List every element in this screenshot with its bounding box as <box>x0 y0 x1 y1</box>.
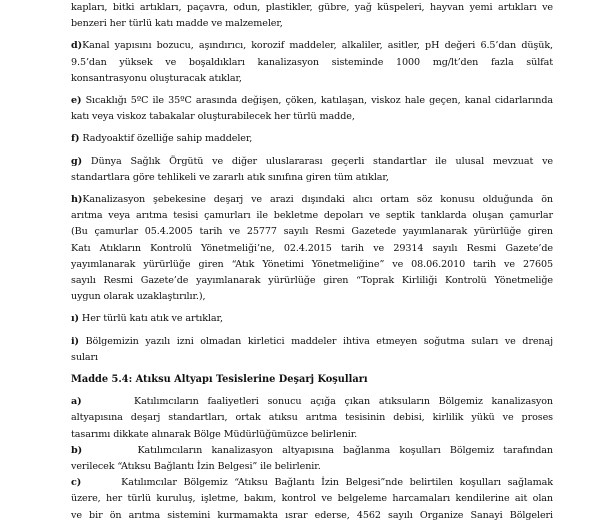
text-line <box>71 55 553 71</box>
text-line <box>71 109 553 125</box>
item-label: c) <box>71 477 82 489</box>
line-text: verilecek “Atıksu Bağlantı İzin Belgesi” ile belirlenir. <box>71 461 321 473</box>
line-text: suları <box>71 351 98 363</box>
line-text: Kanal yapısını bozucu, aşındırıcı, korozif maddeler, alkaliler, asitler, pH değeri 6.5’dan düşük, <box>82 40 553 52</box>
text-line <box>71 459 553 475</box>
line-text: standartlara göre tehlikeli ve zararlı atık sınıfına giren tüm atıklar, <box>71 171 389 183</box>
item-label: g) <box>71 155 83 167</box>
item-label: i) <box>71 335 79 347</box>
text-line <box>71 208 553 224</box>
line-text: konsantrasyonu oluşturacak atıklar, <box>71 72 242 84</box>
text-line <box>71 257 553 273</box>
section-heading <box>71 372 553 388</box>
text-line <box>71 475 553 491</box>
item-label: h) <box>71 194 83 206</box>
line-text: arıtma veya arıtma tesisi çamurları ile bekletme depoları ve septik tanklarda oluşan çamurlar <box>71 210 553 222</box>
line-text: Radyoaktif özelliğe sahip maddeler, <box>79 133 253 145</box>
text-line <box>71 241 553 257</box>
text-line <box>71 38 553 54</box>
line-text: kapları, bitki artıkları, paçavra, odun, plastikler, gübre, yağ küspeleri, hayvan yemi artıkları ve <box>71 2 553 13</box>
line-text: Katılımcıların faaliyetleri sonucu açığa çıkan atıksuların Bölgemiz kanalizasyon <box>81 396 553 408</box>
text-line <box>71 0 553 16</box>
text-line <box>71 154 553 170</box>
text-line <box>71 224 553 240</box>
text-line <box>71 16 553 32</box>
text-line <box>71 443 553 459</box>
document-body <box>71 0 553 524</box>
line-text: Kanalizasyon şebekesine deşarj ve arazi dışındaki alıcı ortam söz konusu olduğunda ön <box>82 194 553 206</box>
line-text: Katı Atıkların Kontrolü Yönetmeliği’ne, 02.4.2015 tarih ve 29314 sayılı Resmi Gazete’de <box>71 242 553 254</box>
line-text: Katılımcıların kanalizasyon altyapısına bağlanma koşulları Bölgemiz tarafından <box>82 444 553 456</box>
item-label: e) <box>71 95 82 107</box>
text-line <box>71 192 553 208</box>
line-text: Katılımcılar Bölgemiz “Atıksu Bağlantı İzin Belgesi”nde belirtilen koşulları sağlamak <box>81 477 553 489</box>
text-line <box>71 350 553 366</box>
text-line <box>71 93 553 109</box>
line-text: tasarımı dikkate alınarak Bölge Müdürlüğümüzce belirlenir. <box>71 428 358 440</box>
text-line <box>71 427 553 443</box>
item-label: ı) <box>71 313 79 325</box>
line-text: Sıcaklığı 5ºC ile 35ºC arasında değişen, çöken, katılaşan, viskoz hale geçen, kanal cidarlarında <box>81 95 553 107</box>
line-text: üzere, her türlü kuruluş, işletme, bakım, kontrol ve belgeleme harcamaları kendilerine ait olan <box>71 493 553 505</box>
text-line <box>71 410 553 426</box>
line-text: Her türlü katı atık ve artıklar, <box>78 313 223 325</box>
item-label: d) <box>71 40 83 52</box>
line-text: 9.5’dan yüksek ve boşaldıkları kanalizasyon sisteminde 1000 mg/lt’den fazla sülfat <box>71 56 553 68</box>
text-line <box>71 273 553 289</box>
item-label: b) <box>71 444 83 456</box>
text-line <box>71 491 553 507</box>
text-line <box>71 394 553 410</box>
line-text: (Bu çamurlar 05.4.2005 tarih ve 25777 sayılı Resmi Gazetede yayımlanarak yürürlüğe giren <box>71 226 553 238</box>
text-line <box>71 71 553 87</box>
line-text: altyapısına deşarj standartları, ortak atıksu arıtma tesisinin debisi, kirlilik yükü ve proses <box>71 412 553 424</box>
line-text: sayılı Resmi Gazete’de yayımlanarak yürürlüğe giren “Toprak Kirliliği Kontrolü Yönetmeliğe <box>71 275 553 287</box>
text-line <box>71 131 553 147</box>
line-text: ve bir ön arıtma sistemini kurmamakta ısrar ederse, 4562 sayılı Organize Sanayi Bölgeleri <box>71 509 553 521</box>
line-text: yayımlanarak yürürlüğe giren “Atık Yönetimi Yönetmeliğine” ve 08.06.2010 tarih ve 27605 <box>71 258 553 270</box>
line-text: Dünya Sağlık Örgütü ve diğer uluslararası geçerli standartlar ile ulusal mevzuat ve <box>82 155 553 167</box>
text-line <box>71 508 553 524</box>
text-line <box>71 289 553 305</box>
text-line <box>71 311 553 327</box>
text-line <box>71 170 553 186</box>
line-text: uygun olarak uzaklaştırılır.), <box>71 291 206 303</box>
line-text: katı veya viskoz tabakalar oluşturabilecek her türlü madde, <box>71 111 355 123</box>
line-text: Bölgemizin yazılı izni olmadan kirletici maddeler ihtiva etmeyen soğutma suları ve drenaj <box>78 335 553 347</box>
line-text: Madde 5.4: Atıksu Altyapı Tesislerine Deşarj Koşulları <box>71 374 368 386</box>
text-line <box>71 334 553 350</box>
item-label: f) <box>71 133 80 145</box>
line-text: benzeri her türlü katı madde ve malzemeler, <box>71 18 283 30</box>
item-label: a) <box>71 396 82 408</box>
